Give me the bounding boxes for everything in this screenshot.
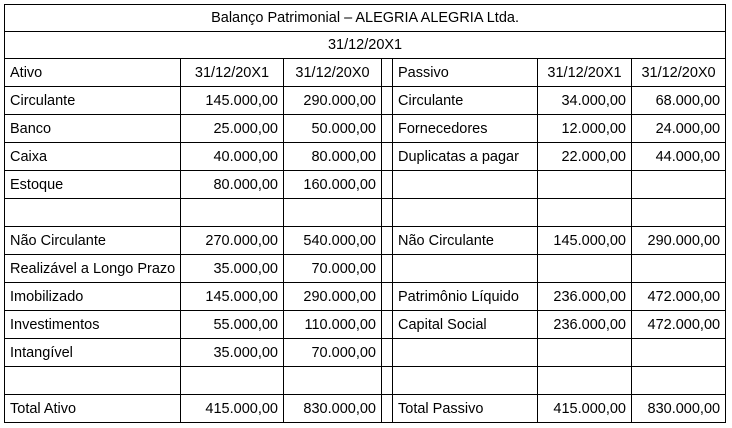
passivo-value-20x1: 145.000,00	[538, 227, 632, 255]
title-row	[5, 5, 726, 32]
table-row	[5, 311, 726, 339]
total-ativo-20x1: 415.000,00	[181, 395, 284, 423]
balance-sheet-table	[4, 4, 726, 423]
passivo-value-20x0: 44.000,00	[632, 143, 726, 171]
table-row	[5, 87, 726, 115]
passivo-label: Duplicatas a pagar	[393, 143, 538, 171]
passivo-value-20x1: 22.000,00	[538, 143, 632, 171]
column-gap	[382, 283, 393, 311]
ativo-label: Não Circulante	[5, 227, 181, 255]
total-ativo-label: Total Ativo	[5, 395, 181, 423]
header-ativo-col0: 31/12/20X0	[284, 59, 382, 87]
column-gap	[382, 227, 393, 255]
total-passivo-20x1: 415.000,00	[538, 395, 632, 423]
total-ativo-20x0: 830.000,00	[284, 395, 382, 423]
date-row	[5, 32, 726, 59]
ativo-label: Intangível	[5, 339, 181, 367]
report-date: 31/12/20X1	[5, 32, 726, 59]
table-row	[5, 283, 726, 311]
passivo-label: Capital Social	[393, 311, 538, 339]
passivo-value-20x1	[538, 199, 632, 227]
ativo-value-20x0	[284, 199, 382, 227]
passivo-label	[393, 199, 538, 227]
passivo-label	[393, 171, 538, 199]
table-row	[5, 199, 726, 227]
header-passivo-col1: 31/12/20X1	[538, 59, 632, 87]
ativo-label: Imobilizado	[5, 283, 181, 311]
table-row	[5, 255, 726, 283]
ativo-value-20x1: 35.000,00	[181, 255, 284, 283]
header-row	[5, 59, 726, 87]
total-row	[5, 395, 726, 423]
ativo-label: Estoque	[5, 171, 181, 199]
ativo-label: Realizável a Longo Prazo	[5, 255, 181, 283]
passivo-value-20x1: 12.000,00	[538, 115, 632, 143]
ativo-value-20x1: 35.000,00	[181, 339, 284, 367]
column-gap	[382, 87, 393, 115]
passivo-label	[393, 339, 538, 367]
passivo-value-20x1: 236.000,00	[538, 311, 632, 339]
header-passivo: Passivo	[393, 59, 538, 87]
passivo-value-20x1	[538, 367, 632, 395]
passivo-value-20x0	[632, 255, 726, 283]
total-passivo-20x0: 830.000,00	[632, 395, 726, 423]
passivo-value-20x1: 34.000,00	[538, 87, 632, 115]
table-row	[5, 143, 726, 171]
ativo-value-20x0: 70.000,00	[284, 339, 382, 367]
passivo-value-20x0	[632, 171, 726, 199]
passivo-label	[393, 367, 538, 395]
ativo-label: Banco	[5, 115, 181, 143]
header-ativo: Ativo	[5, 59, 181, 87]
passivo-label: Não Circulante	[393, 227, 538, 255]
ativo-label: Investimentos	[5, 311, 181, 339]
ativo-label	[5, 367, 181, 395]
passivo-value-20x1	[538, 171, 632, 199]
ativo-value-20x0: 540.000,00	[284, 227, 382, 255]
passivo-value-20x0: 290.000,00	[632, 227, 726, 255]
ativo-value-20x1: 145.000,00	[181, 87, 284, 115]
passivo-label	[393, 255, 538, 283]
ativo-value-20x1: 40.000,00	[181, 143, 284, 171]
table-row	[5, 367, 726, 395]
balance-sheet	[4, 4, 725, 423]
ativo-value-20x1: 55.000,00	[181, 311, 284, 339]
column-gap	[382, 199, 393, 227]
table-row	[5, 171, 726, 199]
ativo-value-20x0: 110.000,00	[284, 311, 382, 339]
ativo-value-20x1: 25.000,00	[181, 115, 284, 143]
ativo-value-20x1: 80.000,00	[181, 171, 284, 199]
passivo-label: Circulante	[393, 87, 538, 115]
column-gap	[382, 395, 393, 423]
passivo-value-20x0: 472.000,00	[632, 283, 726, 311]
ativo-value-20x1	[181, 199, 284, 227]
ativo-value-20x1: 270.000,00	[181, 227, 284, 255]
passivo-value-20x0: 68.000,00	[632, 87, 726, 115]
passivo-value-20x0	[632, 199, 726, 227]
passivo-value-20x1	[538, 255, 632, 283]
ativo-value-20x0: 160.000,00	[284, 171, 382, 199]
ativo-value-20x0: 290.000,00	[284, 87, 382, 115]
ativo-value-20x0: 80.000,00	[284, 143, 382, 171]
passivo-value-20x0	[632, 367, 726, 395]
ativo-value-20x1: 145.000,00	[181, 283, 284, 311]
table-row	[5, 339, 726, 367]
column-gap	[382, 171, 393, 199]
total-passivo-label: Total Passivo	[393, 395, 538, 423]
column-gap	[382, 311, 393, 339]
passivo-label: Fornecedores	[393, 115, 538, 143]
table-row	[5, 227, 726, 255]
column-gap	[382, 367, 393, 395]
ativo-value-20x0	[284, 367, 382, 395]
page-title: Balanço Patrimonial – ALEGRIA ALEGRIA Ltda.	[5, 5, 726, 32]
ativo-value-20x0: 70.000,00	[284, 255, 382, 283]
header-ativo-col1: 31/12/20X1	[181, 59, 284, 87]
column-gap	[382, 143, 393, 171]
ativo-value-20x0: 50.000,00	[284, 115, 382, 143]
passivo-value-20x0	[632, 339, 726, 367]
passivo-value-20x0: 24.000,00	[632, 115, 726, 143]
table-row	[5, 115, 726, 143]
passivo-value-20x0: 472.000,00	[632, 311, 726, 339]
ativo-value-20x1	[181, 367, 284, 395]
passivo-value-20x1: 236.000,00	[538, 283, 632, 311]
passivo-value-20x1	[538, 339, 632, 367]
column-gap	[382, 255, 393, 283]
column-gap	[382, 115, 393, 143]
ativo-label: Caixa	[5, 143, 181, 171]
header-passivo-col0: 31/12/20X0	[632, 59, 726, 87]
passivo-label: Patrimônio Líquido	[393, 283, 538, 311]
ativo-value-20x0: 290.000,00	[284, 283, 382, 311]
column-gap	[382, 59, 393, 87]
ativo-label	[5, 199, 181, 227]
ativo-label: Circulante	[5, 87, 181, 115]
column-gap	[382, 339, 393, 367]
